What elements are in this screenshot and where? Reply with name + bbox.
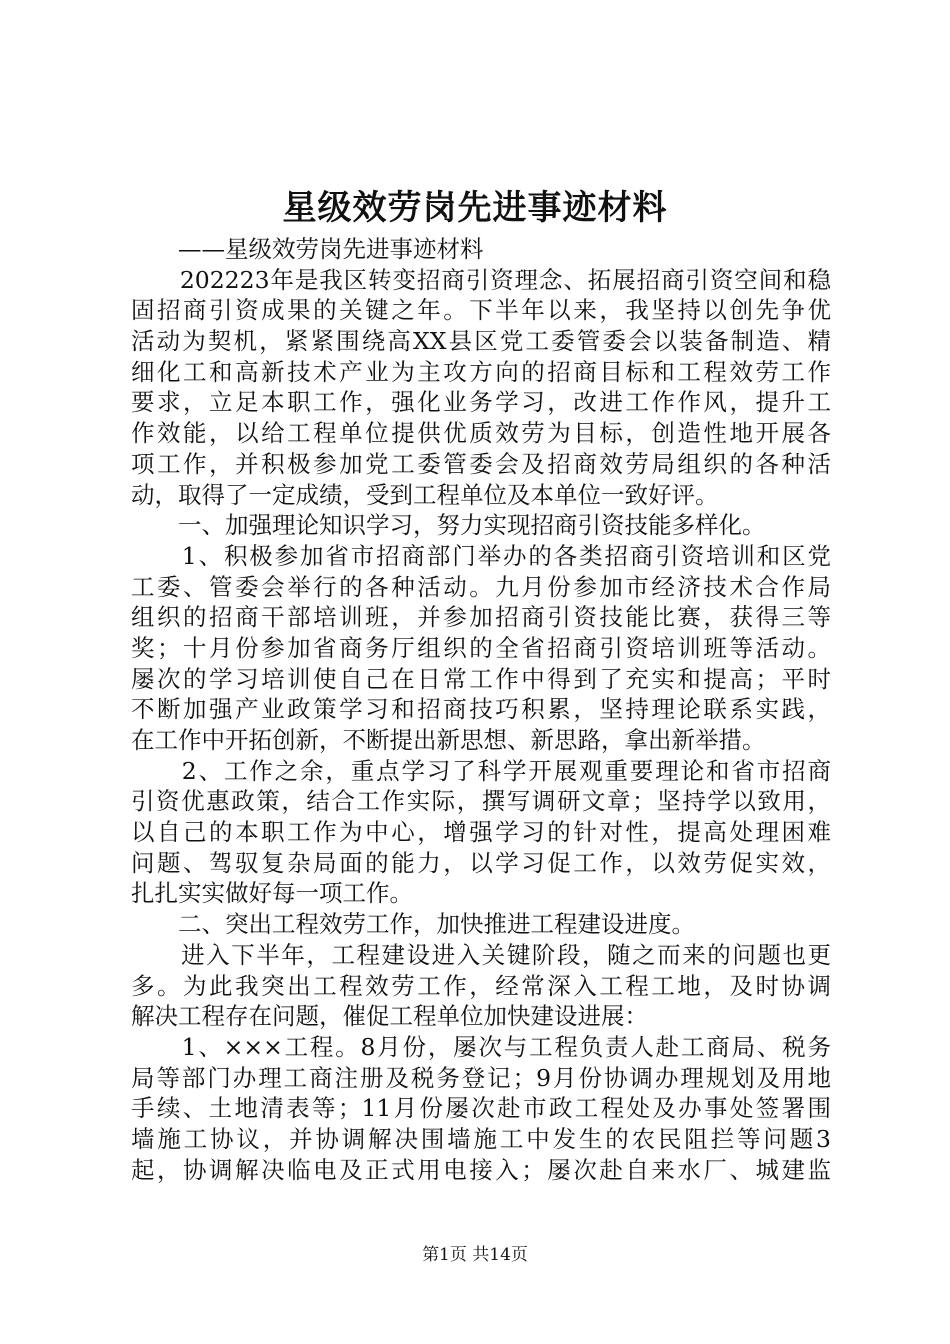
text-line: 屡次的学习培训使自己在日常工作中得到了充实和提高；平时: [131, 664, 831, 693]
text-line: 不断加强产业政策学习和招商技巧积累，坚持理论联系实践，: [131, 695, 831, 724]
text-line: 奖；十月份参加省商务厅组织的全省招商引资培训班等活动。: [131, 633, 831, 662]
text-line: 1、×××工程。8月份，屡次与工程负责人赴工商局、税务: [131, 1032, 831, 1061]
text-line: 1、积极参加省市招商部门举办的各类招商引资培训和区党: [131, 541, 831, 570]
text-line: 二、突出工程效劳工作，加快推进工程建设进度。: [131, 910, 695, 939]
document-title: 星级效劳岗先进事迹材料: [282, 188, 668, 228]
text-line: 解决工程存在问题，催促工程单位加快建设进展：: [131, 1002, 648, 1031]
text-line: 墙施工协议，并协调解决围墙施工中发生的农民阻拦等问题3: [131, 1124, 831, 1153]
text-line: 动，取得了一定成绩，受到工程单位及本单位一致好评。: [131, 480, 719, 509]
text-line: 202223年是我区转变招商引资理念、拓展招商引资空间和稳: [131, 265, 831, 294]
text-line: 项工作，并积极参加党工委管委会及招商效劳局组织的各种活: [131, 449, 831, 478]
text-line: 以自己的本职工作为中心，增强学习的针对性，提高处理困难: [131, 818, 831, 847]
text-line: 一、加强理论知识学习，努力实现招商引资技能多样化。: [131, 511, 766, 540]
text-line: 要求，立足本职工作，强化业务学习，改进工作作风，提升工: [131, 388, 831, 417]
text-line: 细化工和高新技术产业为主攻方向的招商目标和工程效劳工作: [131, 357, 831, 386]
document-body: [131, 234, 831, 1185]
page-number-footer: 第1页 共14页: [422, 1245, 528, 1265]
text-line: 作效能，以给工程单位提供优质效劳为目标，创造性地开展各: [131, 419, 831, 448]
text-line: 进入下半年，工程建设进入关键阶段，随之而来的问题也更: [131, 940, 831, 969]
text-line: 问题、驾驭复杂局面的能力，以学习促工作，以效劳促实效，: [131, 848, 831, 877]
text-line: 局等部门办理工商注册及税务登记；9月份协调办理规划及用地: [131, 1063, 831, 1092]
text-line: ——星级效劳岗先进事迹材料: [131, 235, 484, 263]
text-line: 起，协调解决临电及正式用电接入；屡次赴自来水厂、城建监: [131, 1155, 831, 1184]
text-line: 多。为此我突出工程效劳工作，经常深入工程工地，及时协调: [131, 971, 831, 1000]
text-line: 在工作中开拓创新，不断提出新思想、新思路，拿出新举措。: [131, 726, 766, 754]
text-line: 活动为契机，紧紧围绕高XX县区党工委管委会以装备制造、精: [131, 327, 831, 356]
text-line: 手续、土地清表等；11月份屡次赴市政工程处及办事处签署围: [131, 1094, 831, 1123]
text-line: 固招商引资成果的关键之年。下半年以来，我坚持以创先争优: [131, 296, 831, 325]
text-line: 2、工作之余，重点学习了科学开展观重要理论和省市招商: [131, 756, 831, 785]
text-line: 工委、管委会举行的各种活动。九月份参加市经济技术合作局: [131, 572, 831, 601]
text-line: 引资优惠政策，结合工作实际，撰写调研文章；坚持学以致用，: [131, 787, 831, 816]
text-line: 扎扎实实做好每一项工作。: [131, 879, 413, 908]
text-line: 组织的招商干部培训班，并参加招商引资技能比赛，获得三等: [131, 603, 831, 632]
